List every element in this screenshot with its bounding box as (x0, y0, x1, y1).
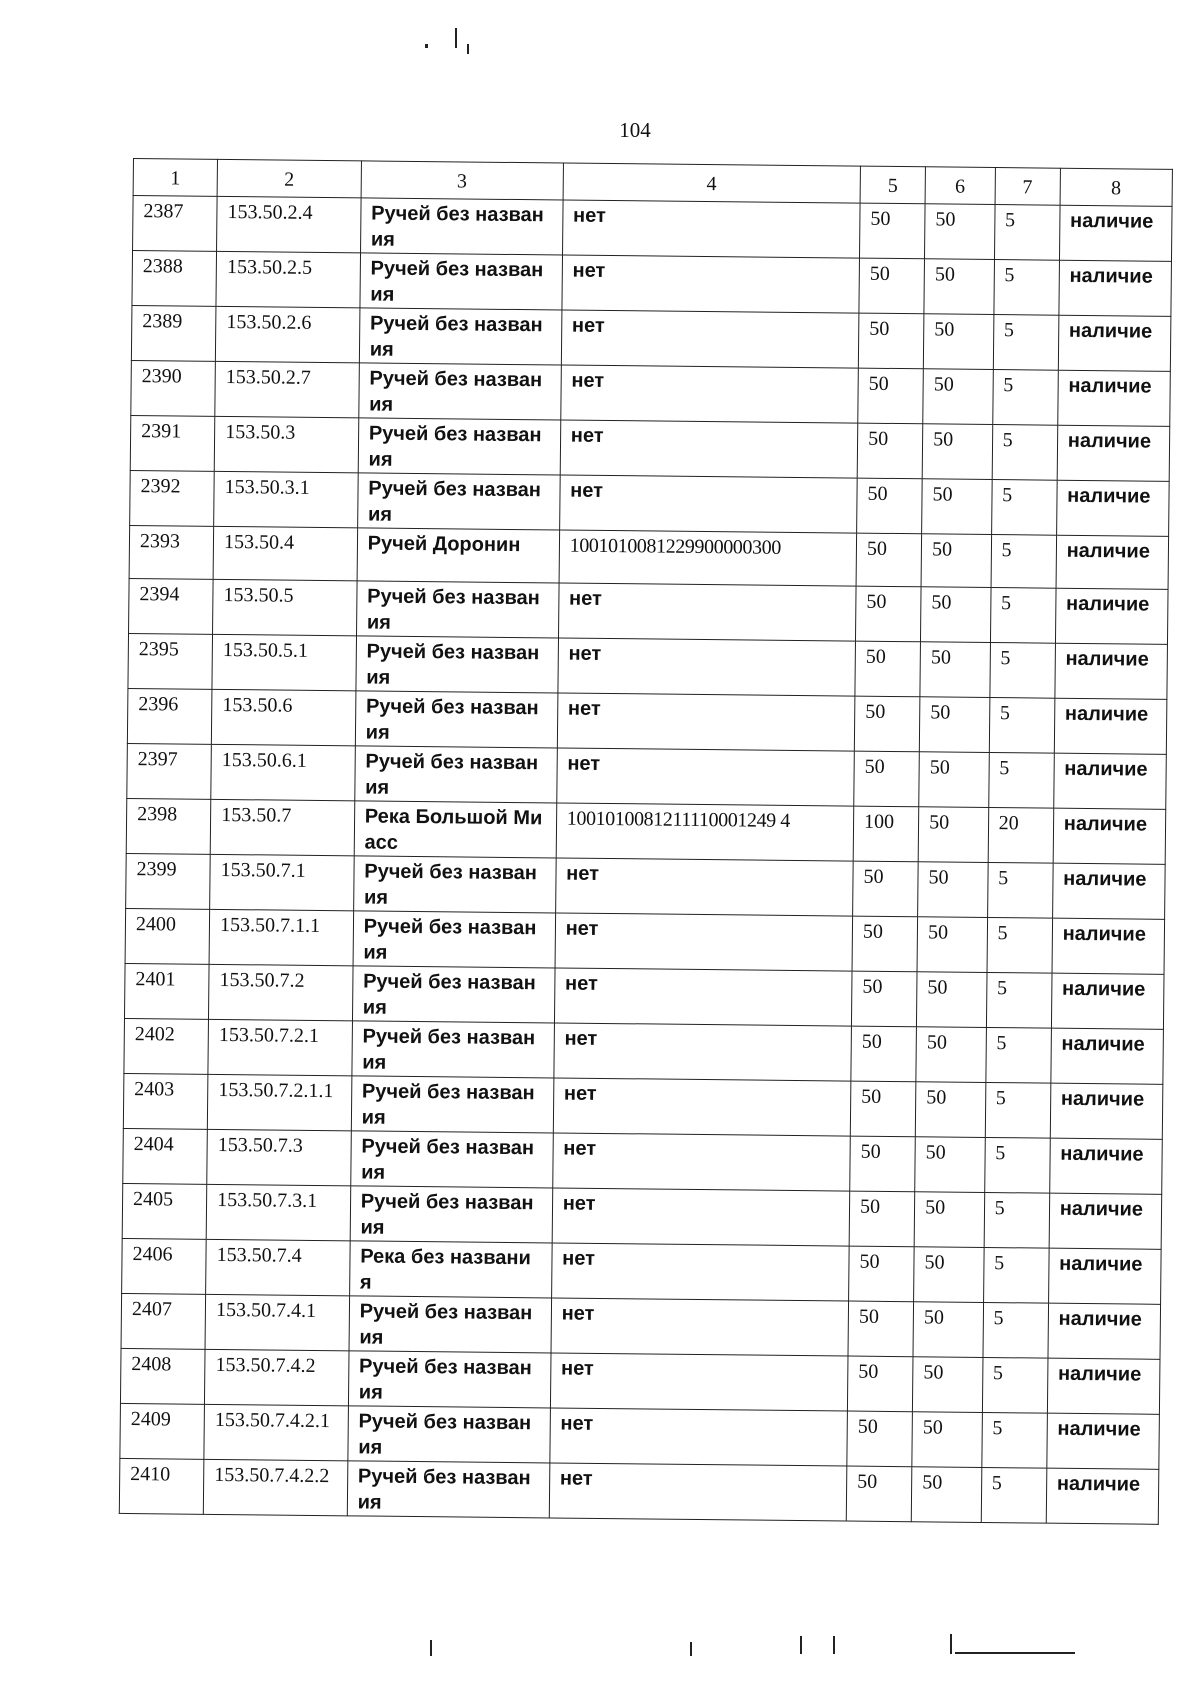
code-cell: 153.50.7.1 (210, 854, 354, 911)
registry-id-cell: нет (560, 420, 858, 478)
value-cell-5: 50 (856, 533, 922, 587)
value-cell-5: 50 (858, 313, 924, 369)
value-cell-7: 5 (994, 205, 1060, 261)
value-cell-5: 50 (854, 751, 920, 807)
column-header: 6 (925, 167, 995, 205)
value-cell-5: 50 (849, 1191, 915, 1247)
code-cell: 153.50.7.3 (207, 1129, 351, 1186)
name-cell: Ручей без названия (352, 966, 555, 1023)
scan-speck (800, 1636, 802, 1654)
status-cell: наличие (1057, 370, 1170, 426)
value-cell-6: 50 (914, 1247, 984, 1303)
name-cell: Ручей без названия (353, 856, 556, 913)
value-cell-7: 5 (992, 370, 1058, 426)
value-cell-6: 50 (923, 369, 993, 425)
code-cell: 153.50.5.1 (212, 634, 356, 691)
value-cell-7: 5 (991, 480, 1057, 536)
registry-id-cell: нет (559, 475, 857, 533)
scan-speck (455, 28, 457, 48)
registry-id-cell: нет (562, 200, 860, 258)
value-cell-6: 50 (924, 259, 994, 315)
row-number-cell: 2405 (122, 1183, 207, 1239)
row-number-cell: 2393 (129, 525, 214, 579)
registry-id-cell: нет (558, 583, 856, 641)
value-cell-6: 50 (919, 697, 989, 753)
column-header: 1 (133, 159, 218, 197)
value-cell-5: 50 (850, 1136, 916, 1192)
value-cell-7: 5 (981, 1412, 1047, 1468)
name-cell: Река Большой Миасс (354, 801, 557, 858)
value-cell-6: 50 (925, 204, 995, 260)
value-cell-7: 5 (982, 1357, 1048, 1413)
value-cell-5: 50 (849, 1246, 915, 1302)
name-cell: Ручей без названия (350, 1186, 553, 1243)
value-cell-7: 5 (987, 862, 1053, 918)
status-cell: наличие (1052, 863, 1165, 919)
row-number-cell: 2400 (125, 908, 210, 964)
value-cell-5: 50 (857, 478, 923, 534)
status-cell: наличие (1047, 1413, 1160, 1469)
value-cell-7: 5 (985, 1082, 1051, 1138)
scan-speck (430, 1640, 432, 1656)
name-cell: Ручей без названия (352, 1021, 555, 1078)
status-cell: наличие (1052, 918, 1165, 974)
row-number-cell: 2407 (121, 1293, 206, 1349)
row-number-cell: 2401 (124, 963, 209, 1019)
status-cell: наличие (1046, 1468, 1159, 1524)
value-cell-5: 50 (857, 423, 923, 479)
code-cell: 153.50.2.5 (216, 251, 360, 308)
name-cell: Ручей без названия (350, 1131, 553, 1188)
status-cell: наличие (1047, 1358, 1160, 1414)
registry-table (119, 158, 1173, 1525)
name-cell: Ручей без названия (359, 308, 562, 365)
row-number-cell: 2390 (131, 360, 216, 416)
registry-id-cell: нет (554, 968, 852, 1026)
value-cell-6: 50 (918, 862, 988, 918)
scan-speck (467, 44, 469, 54)
value-cell-6: 50 (923, 314, 993, 370)
value-cell-6: 50 (911, 1467, 981, 1523)
row-number-cell: 2403 (123, 1073, 208, 1129)
value-cell-7: 5 (987, 917, 1053, 973)
value-cell-6: 50 (920, 642, 990, 698)
scan-speck (425, 44, 428, 48)
value-cell-6: 50 (915, 1082, 985, 1138)
registry-id-cell: нет (555, 858, 853, 916)
row-number-cell: 2387 (133, 196, 218, 252)
registry-id-cell: нет (550, 1353, 848, 1411)
value-cell-7: 5 (994, 260, 1060, 316)
name-cell: Ручей Доронин (357, 528, 559, 583)
status-cell: наличие (1051, 973, 1164, 1029)
code-cell: 153.50.6 (212, 689, 356, 746)
registry-id-cell: нет (551, 1298, 849, 1356)
table-body (119, 196, 1172, 1525)
registry-id-cell: нет (552, 1188, 850, 1246)
name-cell: Ручей без названия (353, 911, 556, 968)
row-number-cell: 2388 (132, 251, 217, 307)
registry-id-cell: нет (555, 913, 853, 971)
value-cell-6: 50 (916, 1027, 986, 1083)
value-cell-6: 50 (921, 587, 991, 643)
registry-id-cell: нет (552, 1133, 850, 1191)
registry-id-cell: нет (549, 1463, 847, 1521)
registry-id-cell: нет (560, 365, 858, 423)
column-header: 3 (361, 161, 563, 200)
value-cell-5: 50 (846, 1466, 912, 1522)
registry-id-cell: 1001010081211110001249 4 (556, 803, 854, 861)
scan-speck (833, 1636, 835, 1654)
registry-id-cell: нет (556, 748, 854, 806)
value-cell-7: 5 (991, 535, 1057, 589)
value-cell-5: 100 (853, 806, 919, 862)
code-cell: 153.50.7.2.1 (208, 1019, 352, 1076)
code-cell: 153.50.7.1.1 (209, 909, 353, 966)
status-cell: наличие (1056, 535, 1169, 589)
column-header: 4 (563, 163, 861, 203)
value-cell-7: 5 (990, 643, 1056, 699)
status-cell: наличие (1059, 205, 1172, 261)
column-header: 2 (217, 159, 361, 198)
value-cell-7: 5 (989, 697, 1055, 753)
name-cell: Ручей без названия (356, 581, 559, 638)
code-cell: 153.50.7.4.1 (205, 1294, 349, 1351)
value-cell-6: 50 (912, 1412, 982, 1468)
value-cell-6: 50 (921, 534, 991, 588)
scan-speck (690, 1642, 692, 1656)
status-cell: наличие (1051, 1028, 1164, 1084)
status-cell: наличие (1056, 480, 1169, 536)
value-cell-5: 50 (847, 1411, 913, 1467)
name-cell: Ручей без названия (358, 418, 561, 475)
row-number-cell: 2394 (129, 578, 214, 634)
row-number-cell: 2398 (126, 798, 211, 854)
value-cell-5: 50 (848, 1301, 914, 1357)
status-cell: наличие (1049, 1138, 1162, 1194)
status-cell: наличие (1055, 588, 1168, 644)
name-cell: Ручей без названия (360, 253, 563, 310)
registry-id-cell: нет (554, 1023, 852, 1081)
value-cell-7: 5 (983, 1302, 1049, 1358)
status-cell: наличие (1048, 1303, 1161, 1359)
row-number-cell: 2391 (130, 415, 215, 471)
value-cell-7: 5 (984, 1137, 1050, 1193)
name-cell: Ручей без названия (359, 363, 562, 420)
value-cell-7: 5 (983, 1247, 1049, 1303)
value-cell-5: 50 (860, 203, 926, 259)
value-cell-5: 50 (850, 1081, 916, 1137)
value-cell-5: 50 (859, 258, 925, 314)
value-cell-6: 50 (917, 917, 987, 973)
code-cell: 153.50.3.1 (214, 471, 358, 528)
row-number-cell: 2392 (130, 470, 215, 526)
status-cell: наличие (1049, 1193, 1162, 1249)
row-number-cell: 2409 (120, 1403, 205, 1459)
registry-id-cell: нет (553, 1078, 851, 1136)
status-cell: наличие (1055, 643, 1168, 699)
row-number-cell: 2404 (123, 1128, 208, 1184)
name-cell: Ручей без названия (351, 1076, 554, 1133)
row-number-cell: 2389 (131, 305, 216, 361)
value-cell-6: 50 (915, 1137, 985, 1193)
status-cell: наличие (1058, 315, 1171, 371)
registry-id-cell: нет (561, 310, 859, 368)
value-cell-5: 50 (855, 641, 921, 697)
value-cell-7: 5 (990, 588, 1056, 644)
code-cell: 153.50.4 (213, 526, 357, 581)
row-number-cell: 2402 (124, 1018, 209, 1074)
code-cell: 153.50.3 (214, 416, 358, 473)
status-cell: наличие (1053, 753, 1166, 809)
value-cell-6: 50 (913, 1357, 983, 1413)
code-cell: 153.50.7.3.1 (206, 1184, 350, 1241)
name-cell: Ручей без названия (349, 1296, 552, 1353)
name-cell: Ручей без названия (347, 1461, 550, 1518)
value-cell-5: 50 (851, 971, 917, 1027)
value-cell-5: 50 (852, 916, 918, 972)
value-cell-6: 50 (922, 424, 992, 480)
value-cell-5: 50 (847, 1356, 913, 1412)
code-cell: 153.50.7.4.2 (205, 1349, 349, 1406)
column-header: 7 (995, 168, 1060, 206)
value-cell-6: 50 (917, 972, 987, 1028)
status-cell: наличие (1053, 808, 1166, 864)
row-number-cell: 2408 (120, 1348, 205, 1404)
value-cell-5: 50 (856, 586, 922, 642)
name-cell: Ручей без названия (355, 691, 558, 748)
row-number-cell: 2397 (127, 743, 212, 799)
value-cell-7: 5 (988, 752, 1054, 808)
registry-id-cell: нет (562, 255, 860, 313)
value-cell-6: 50 (922, 479, 992, 535)
registry-id-cell: нет (551, 1243, 849, 1301)
status-cell: наличие (1048, 1248, 1161, 1304)
code-cell: 153.50.7 (210, 799, 354, 856)
value-cell-7: 20 (988, 807, 1054, 863)
value-cell-7: 5 (981, 1467, 1047, 1523)
code-cell: 153.50.7.4.2.2 (203, 1459, 347, 1516)
code-cell: 153.50.7.4 (206, 1239, 350, 1296)
name-cell: Ручей без названия (355, 746, 558, 803)
registry-table-wrapper (119, 158, 1173, 1525)
value-cell-6: 50 (918, 807, 988, 863)
code-cell: 153.50.7.4.2.1 (204, 1404, 348, 1461)
value-cell-6: 50 (913, 1302, 983, 1358)
table-row (119, 1458, 1159, 1524)
code-cell: 153.50.2.6 (216, 306, 360, 363)
registry-id-cell: нет (558, 638, 856, 696)
value-cell-7: 5 (993, 315, 1059, 371)
value-cell-5: 50 (851, 1026, 917, 1082)
value-cell-6: 50 (919, 752, 989, 808)
value-cell-7: 5 (992, 425, 1058, 481)
row-number-cell: 2396 (127, 688, 212, 744)
value-cell-5: 50 (858, 368, 924, 424)
name-cell: Река без названия (349, 1241, 552, 1298)
row-number-cell: 2406 (122, 1238, 207, 1294)
status-cell: наличие (1050, 1083, 1163, 1139)
row-number-cell: 2399 (126, 853, 211, 909)
value-cell-6: 50 (914, 1192, 984, 1248)
scan-speck (955, 1652, 1075, 1654)
value-cell-7: 5 (984, 1192, 1050, 1248)
code-cell: 153.50.7.2 (209, 964, 353, 1021)
status-cell: наличие (1059, 260, 1172, 316)
code-cell: 153.50.2.7 (215, 361, 359, 418)
code-cell: 153.50.5 (213, 579, 357, 636)
scan-speck (950, 1634, 952, 1654)
value-cell-7: 5 (986, 1027, 1052, 1083)
registry-id-cell: нет (557, 693, 855, 751)
status-cell: наличие (1057, 425, 1170, 481)
value-cell-7: 5 (986, 972, 1052, 1028)
column-header: 5 (860, 166, 925, 204)
page-number: 104 (619, 118, 651, 142)
value-cell-5: 50 (854, 696, 920, 752)
row-number-cell: 2410 (119, 1458, 204, 1514)
code-cell: 153.50.6.1 (211, 744, 355, 801)
value-cell-5: 50 (853, 861, 919, 917)
name-cell: Ручей без названия (348, 1406, 551, 1463)
name-cell: Ручей без названия (348, 1351, 551, 1408)
registry-id-cell: 1001010081229900000300 (559, 530, 857, 586)
name-cell: Ручей без названия (360, 198, 563, 255)
name-cell: Ручей без названия (357, 473, 560, 530)
row-number-cell: 2395 (128, 633, 213, 689)
code-cell: 153.50.2.4 (217, 196, 361, 253)
name-cell: Ручей без названия (356, 636, 559, 693)
status-cell: наличие (1054, 698, 1167, 754)
code-cell: 153.50.7.2.1.1 (207, 1074, 351, 1131)
column-header: 8 (1060, 168, 1173, 206)
registry-id-cell: нет (550, 1408, 848, 1466)
